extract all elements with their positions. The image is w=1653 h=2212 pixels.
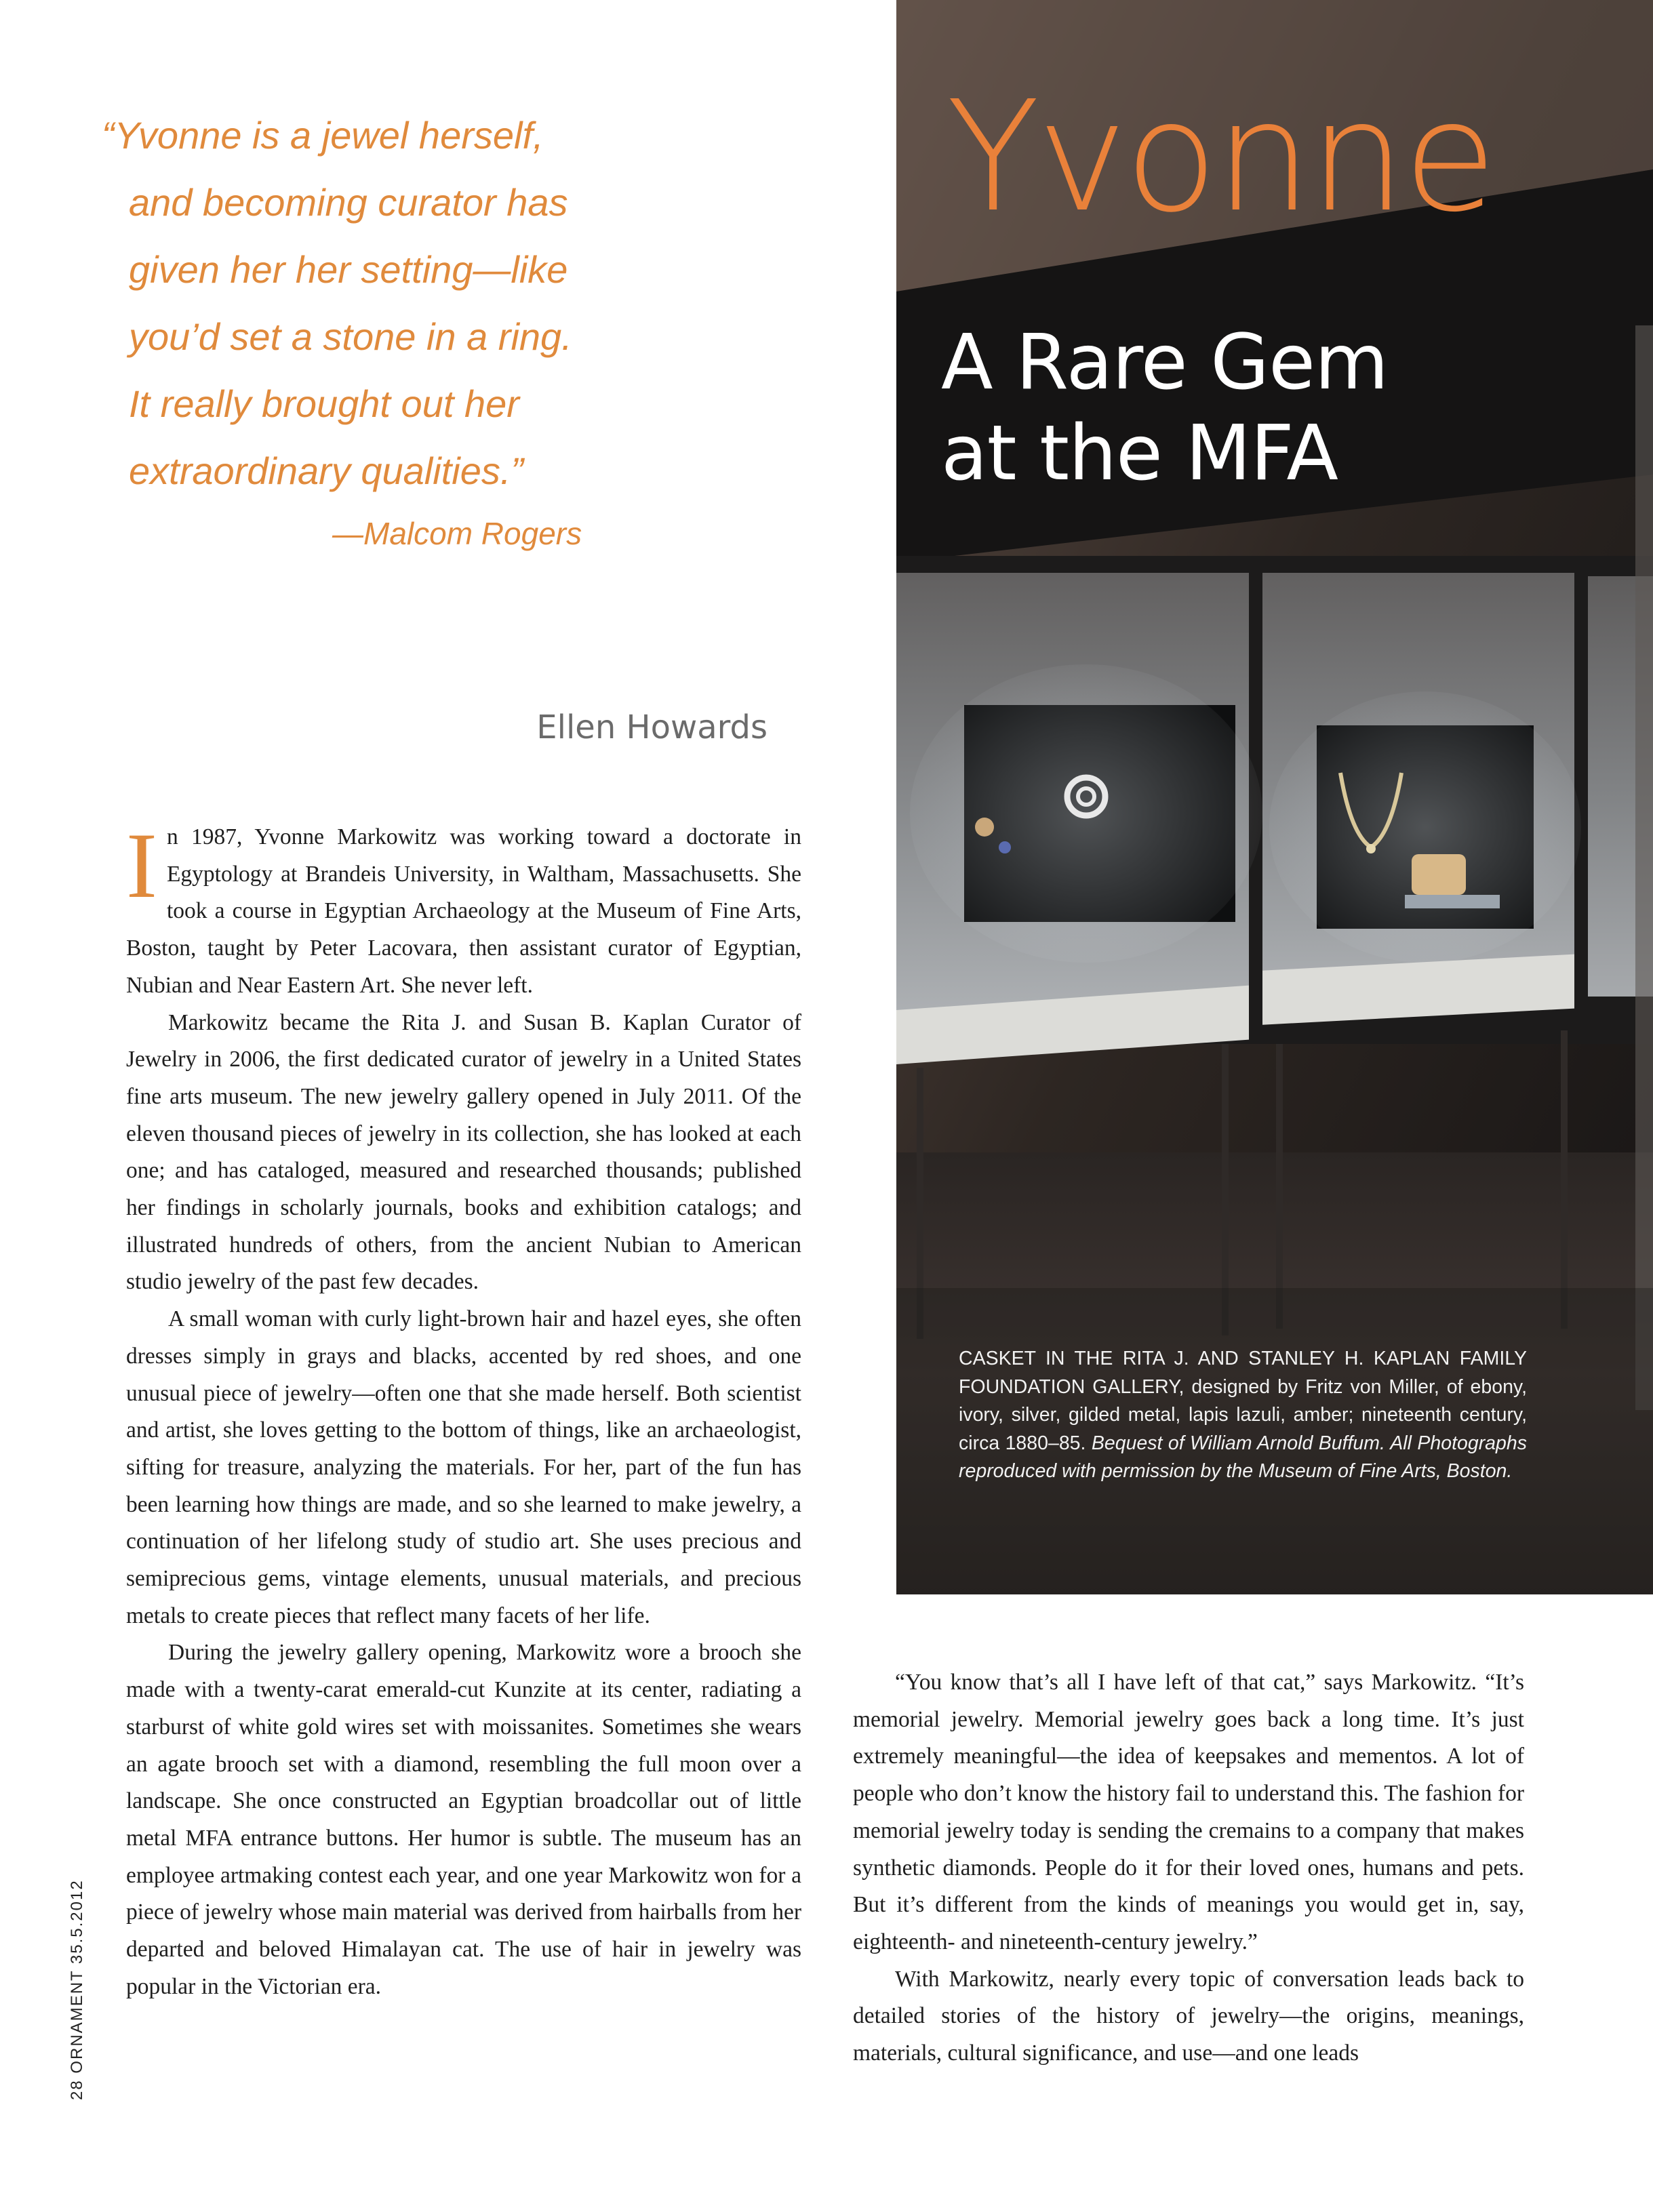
- subtitle-line: A Rare Gem: [941, 319, 1389, 407]
- pull-quote-line: and becoming curator has: [129, 181, 568, 224]
- photo-caption: [959, 1345, 1527, 1486]
- body-column-right: [853, 1664, 1524, 2072]
- body-paragraph: With Markowitz, nearly every topic of conversation leads back to detailed stories of the history of jewelry—the origins, meanings, materials, cultural significance, and use—and one leads: [853, 1966, 1524, 2066]
- pull-quote: [102, 102, 685, 504]
- caption-credit: Bequest of William Arnold Buffum. All Photographs reproduced with permission by the Museum of Fine Arts, Boston.: [959, 1432, 1527, 1482]
- body-paragraph: Markowitz became the Rita J. and Susan B. Kaplan Curator of Jewelry in 2006, the first dedicated curator of jewelry in a United States fine arts museum. The new jewelry gallery opened in July 2011. Of the eleven thousand pieces of jewelry in its collection, she has looked at each one; and has cataloged, measured and researched thousands; published her findings in scholarly journals, books and exhibition catalogs; and illustrated hundreds of others, from the ancient Nubian to American studio jewelry of the past few decades.: [126, 1009, 801, 1295]
- body-paragraph: [126, 813, 801, 1005]
- pull-quote-attribution: —Malcom Rogers: [332, 516, 582, 551]
- subtitle-line: at the MFA: [941, 409, 1338, 498]
- pull-quote-line: “Yvonne is a jewel herself,: [102, 114, 544, 157]
- caption-text: CASKET IN THE RITA J. AND STANLEY H. KAPLAN FAMILY FOUNDATION GALLERY, designed by Fritz von Miller, of ebony, ivory, silver, gilded metal, lapis lazuli, amber; nineteenth century, circa 1880–85.: [959, 1348, 1527, 1454]
- byline: Ellen Howards: [536, 708, 768, 746]
- pull-quote-line: given her her setting—like: [129, 248, 568, 291]
- article-subtitle: [941, 317, 1388, 499]
- body-paragraph: During the jewelry gallery opening, Markowitz wore a brooch she made with a twenty-carat emerald-cut Kunzite at its center, radiating a starburst of white gold wires set with moissanites. Sometimes she wears an agate brooch set with a diamond, resembling the full moon over a landscape. She once constructed an Egyptian broadcollar out of little metal MFA entrance buttons. Her humor is subtle. The museum has an employee artmaking contest each year, and one year Markowitz won for a piece of jewelry whose main material was derived from hairballs from her departed and beloved Himalayan cat. The use of hair in jewelry was popular in the Victorian era.: [126, 1640, 801, 1999]
- body-paragraph: A small woman with curly light-brown hair and hazel eyes, she often dresses simply in grays and blacks, accented by red shoes, and one unusual piece of jewelry—often one that she made herself. Both scientist and artist, she loves getting to the bottom of things, like an archaeologist, sifting for treasure, analyzing the materials. For her, part of the fun has been learning how things are made, and so she learned to make jewelry, a continuation of her lifelong study of studio art. She uses precious and semiprecious gems, vintage elements, unusual materials, and precious metals to create pieces that reflect many facets of her life.: [126, 1306, 801, 1628]
- folio: 28 ORNAMENT 35.5.2012: [68, 1879, 86, 2100]
- pull-quote-line: extraordinary qualities.”: [129, 449, 524, 492]
- pull-quote-line: It really brought out her: [129, 382, 519, 425]
- pull-quote-line: you’d set a stone in a ring.: [129, 315, 572, 358]
- article-title: Yvonne: [947, 68, 1494, 246]
- paragraph-text: n 1987, Yvonne Markowitz was working toward a doctorate in Egyptology at Brandeis University, in Waltham, Massachusetts. She took a course in Egyptian Archaeology at the Museum of Fine Arts, Boston, taught by Peter Lacovara, then assistant curator of Egyptian, Nubian and Near Eastern Art. She never left.: [126, 824, 801, 998]
- drop-cap: I: [126, 813, 157, 917]
- body-column-left: [126, 813, 801, 2006]
- body-paragraph: “You know that’s all I have left of that cat,” says Markowitz. “It’s memorial jewelry. Memorial jewelry goes back a long time. It’s just extremely meaningful—the idea of keepsakes and mementos. A lot of people who don’t know the history fail to understand this. The fashion for memorial jewelry today is sending the cremains to a company that makes synthetic diamonds. People do it for their loved ones, humans and pets. But it’s different from the kinds of meanings you would get in, say, eighteenth- and nineteenth-century jewelry.”: [853, 1670, 1524, 1954]
